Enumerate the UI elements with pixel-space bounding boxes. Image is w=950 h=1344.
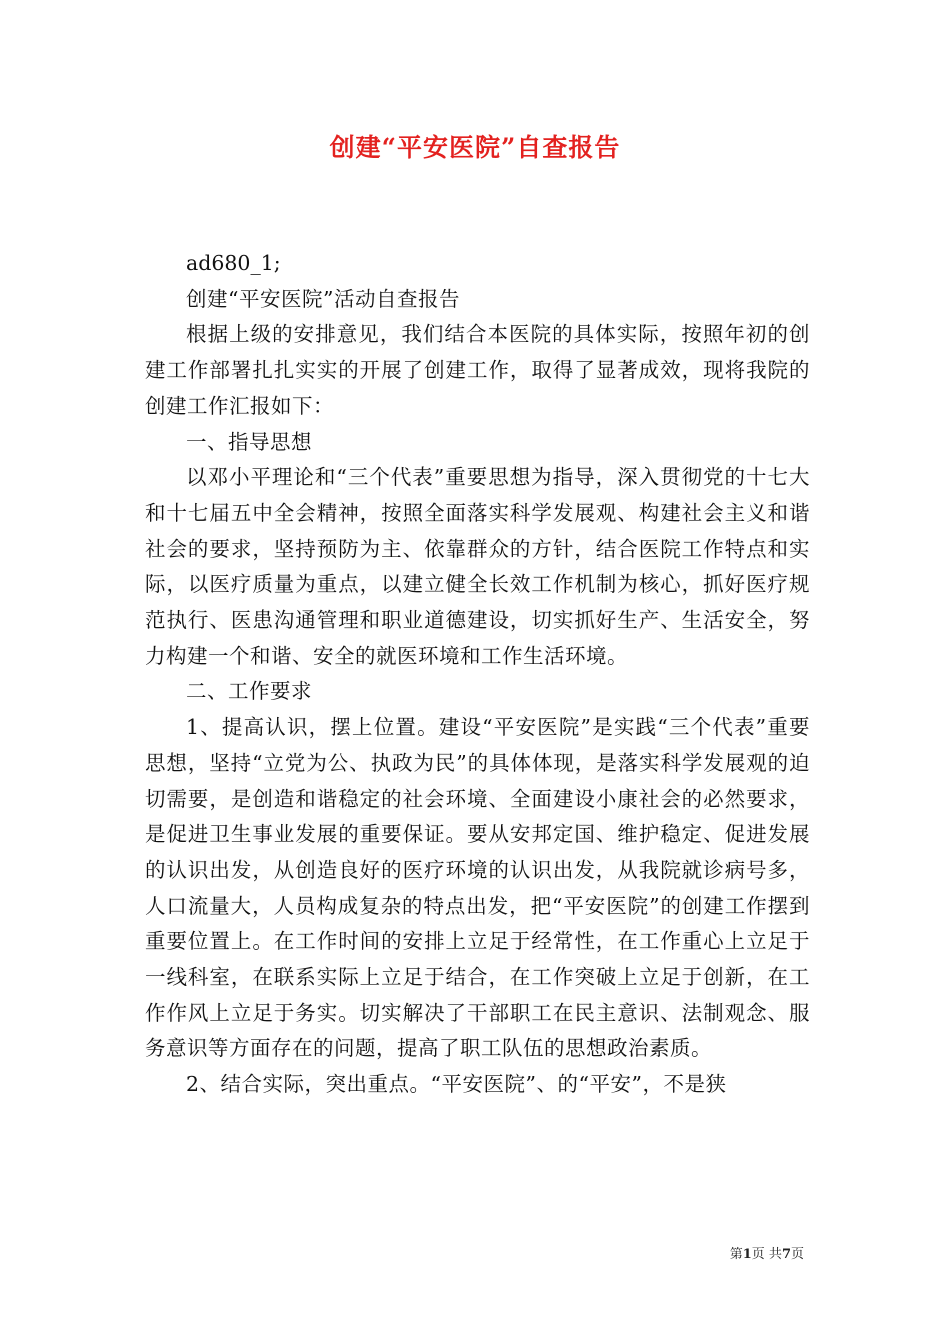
page-number-footer [730,1246,804,1264]
page-middle: 页 共 [751,1247,782,1262]
section-heading-guiding-ideology: 一、指导思想 [186,429,312,454]
document-title: 创建“平安医院”自查报告 [329,133,621,162]
document-body [145,246,810,1103]
page-prefix: 第 [729,1247,743,1262]
page-suffix: 页 [790,1247,804,1262]
current-page-number: 1 [742,1247,752,1262]
paragraph-guiding-ideology: 以邓小平理论和“三个代表”重要思想为指导，深入贯彻党的十七大和十七届五中全会精神，按照全面落实科学发展观、构建社会主义和谐社会的要求，坚持预防为主、依靠群众的方针，结合医院工作特点和实际，以医疗质量为重点，以建立健全长效工作机制为核心，抓好医疗规范执行、医患沟通管理和职业道德建设，切实抓好生产、生活安全，努力构建一个和谐、安全的就医环境和工作生活环境。 [145,465,810,668]
paragraph-requirement-2: 2、结合实际，突出重点。“平安医院”、的“平安”，不是狭 [186,1072,727,1097]
total-page-number: 7 [781,1247,791,1262]
section-heading-work-requirements: 二、工作要求 [186,679,312,704]
paragraph-intro: 根据上级的安排意见，我们结合本医院的具体实际，按照年初的创建工作部署扎扎实实的开展了创建工作，取得了显著成效，现将我院的创建工作汇报如下： [145,322,810,418]
document-code: ad680_1; [186,251,281,275]
report-subtitle: 创建“平安医院”活动自查报告 [186,286,460,311]
paragraph-requirement-1: 1、提高认识，摆上位置。建设“平安医院”是实践“三个代表”重要思想，坚持“立党为公、执政为民”的具体体现，是落实科学发展观的迫切需要，是创造和谐稳定的社会环境、全面建设小康社会的必然要求，是促进卫生事业发展的重要保证。要从安邦定国、维护稳定、促进发展的认识出发，从创造良好的医疗环境的认识出发，从我院就诊病号多，人口流量大，人员构成复杂的特点出发，把“平安医院”的创建工作摆到重要位置上。在工作时间的安排上立足于经常性，在工作重心上立足于一线科室，在联系实际上立足于结合，在工作突破上立足于创新，在工作作风上立足于务实。切实解决了干部职工在民主意识、法制观念、服务意识等方面存在的问题，提高了职工队伍的思想政治素质。 [145,715,810,1061]
